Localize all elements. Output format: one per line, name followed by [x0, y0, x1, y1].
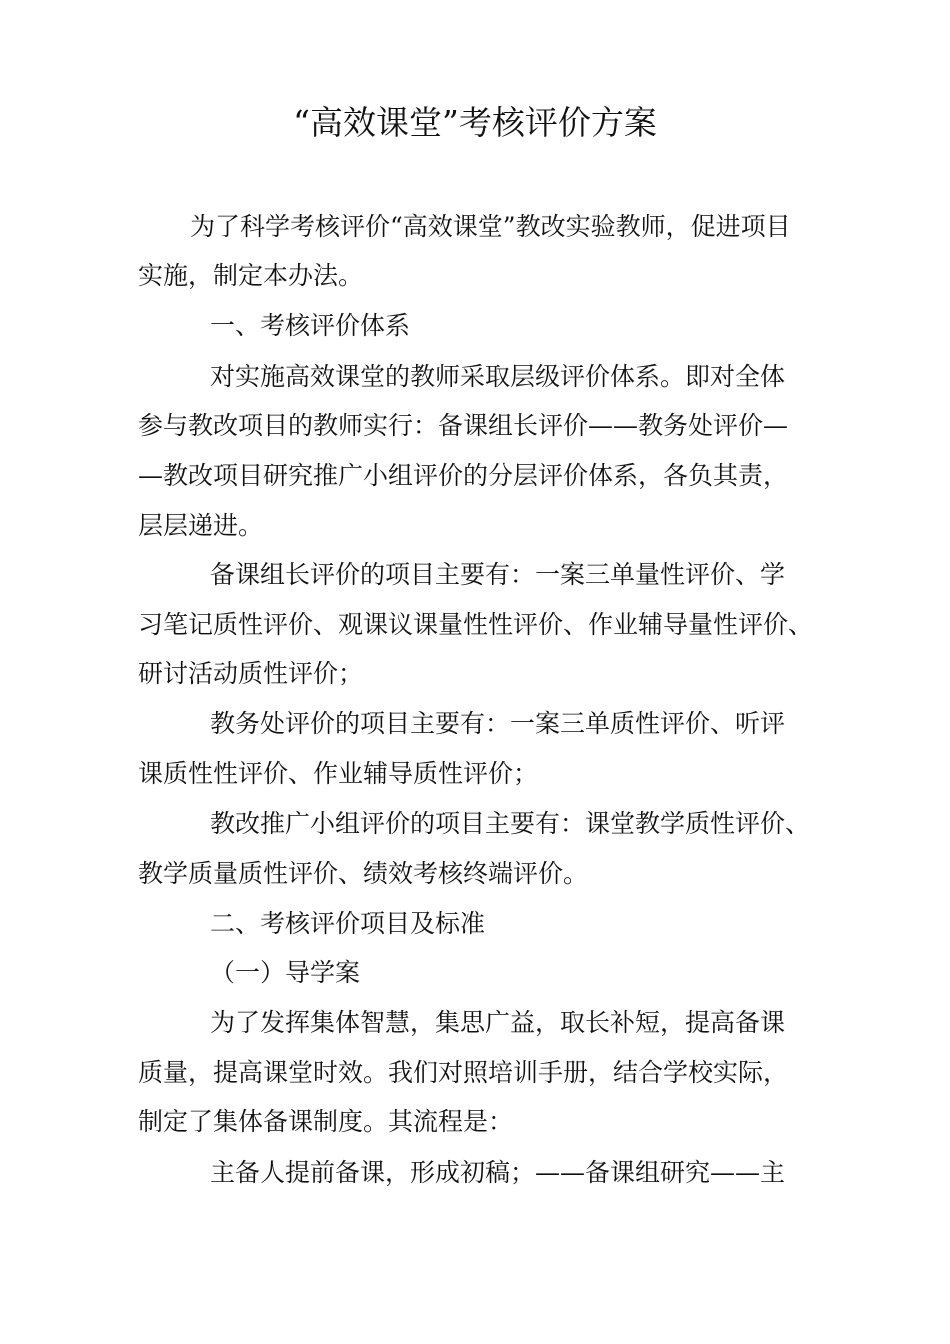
subsection-heading: （一）导学案: [210, 958, 361, 987]
body-line: 习笔记质性评价、观课议课量性性评价、作业辅导量性评价、: [138, 610, 814, 639]
body-line: 主备人提前备课，形成初稿；——备课组研究——主: [210, 1158, 786, 1187]
body-line: 实施，制定本办法。: [138, 261, 364, 290]
body-line: 对实施高效课堂的教师采取层级评价体系。即对全体: [210, 362, 786, 391]
body-line: 制定了集体备课制度。其流程是：: [138, 1107, 514, 1136]
body-line: 教改推广小组评价的项目主要有：课堂教学质性评价、: [210, 809, 811, 838]
body-line: 研讨活动质性评价；: [138, 659, 364, 688]
body-line: —教改项目研究推广小组评价的分层评价体系，各负其责，: [138, 461, 789, 490]
body-line: 教学质量质性评价、绩效考核终端评价。: [138, 859, 589, 888]
section-heading: 二、考核评价项目及标准: [210, 909, 486, 938]
body-line: 质量，提高课堂时效。我们对照培训手册，结合学校实际，: [138, 1058, 789, 1087]
body-line: 层层递进。: [138, 511, 264, 540]
body-line: 备课组长评价的项目主要有：一案三单量性评价、学: [210, 560, 786, 589]
body-line: 教务处评价的项目主要有：一案三单质性评价、听评: [210, 709, 786, 738]
body-line: 为了科学考核评价“高效课堂”教改实验教师，促进项目: [190, 212, 791, 241]
section-heading: 一、考核评价体系: [210, 311, 411, 340]
document-title: “高效课堂”考核评价方案: [293, 103, 657, 142]
body-line: 参与教改项目的教师实行：备课组长评价——教务处评价—: [138, 411, 789, 440]
body-line: 为了发挥集体智慧，集思广益，取长补短，提高备课: [210, 1008, 786, 1037]
body-line: 课质性性评价、作业辅导质性评价；: [138, 759, 539, 788]
